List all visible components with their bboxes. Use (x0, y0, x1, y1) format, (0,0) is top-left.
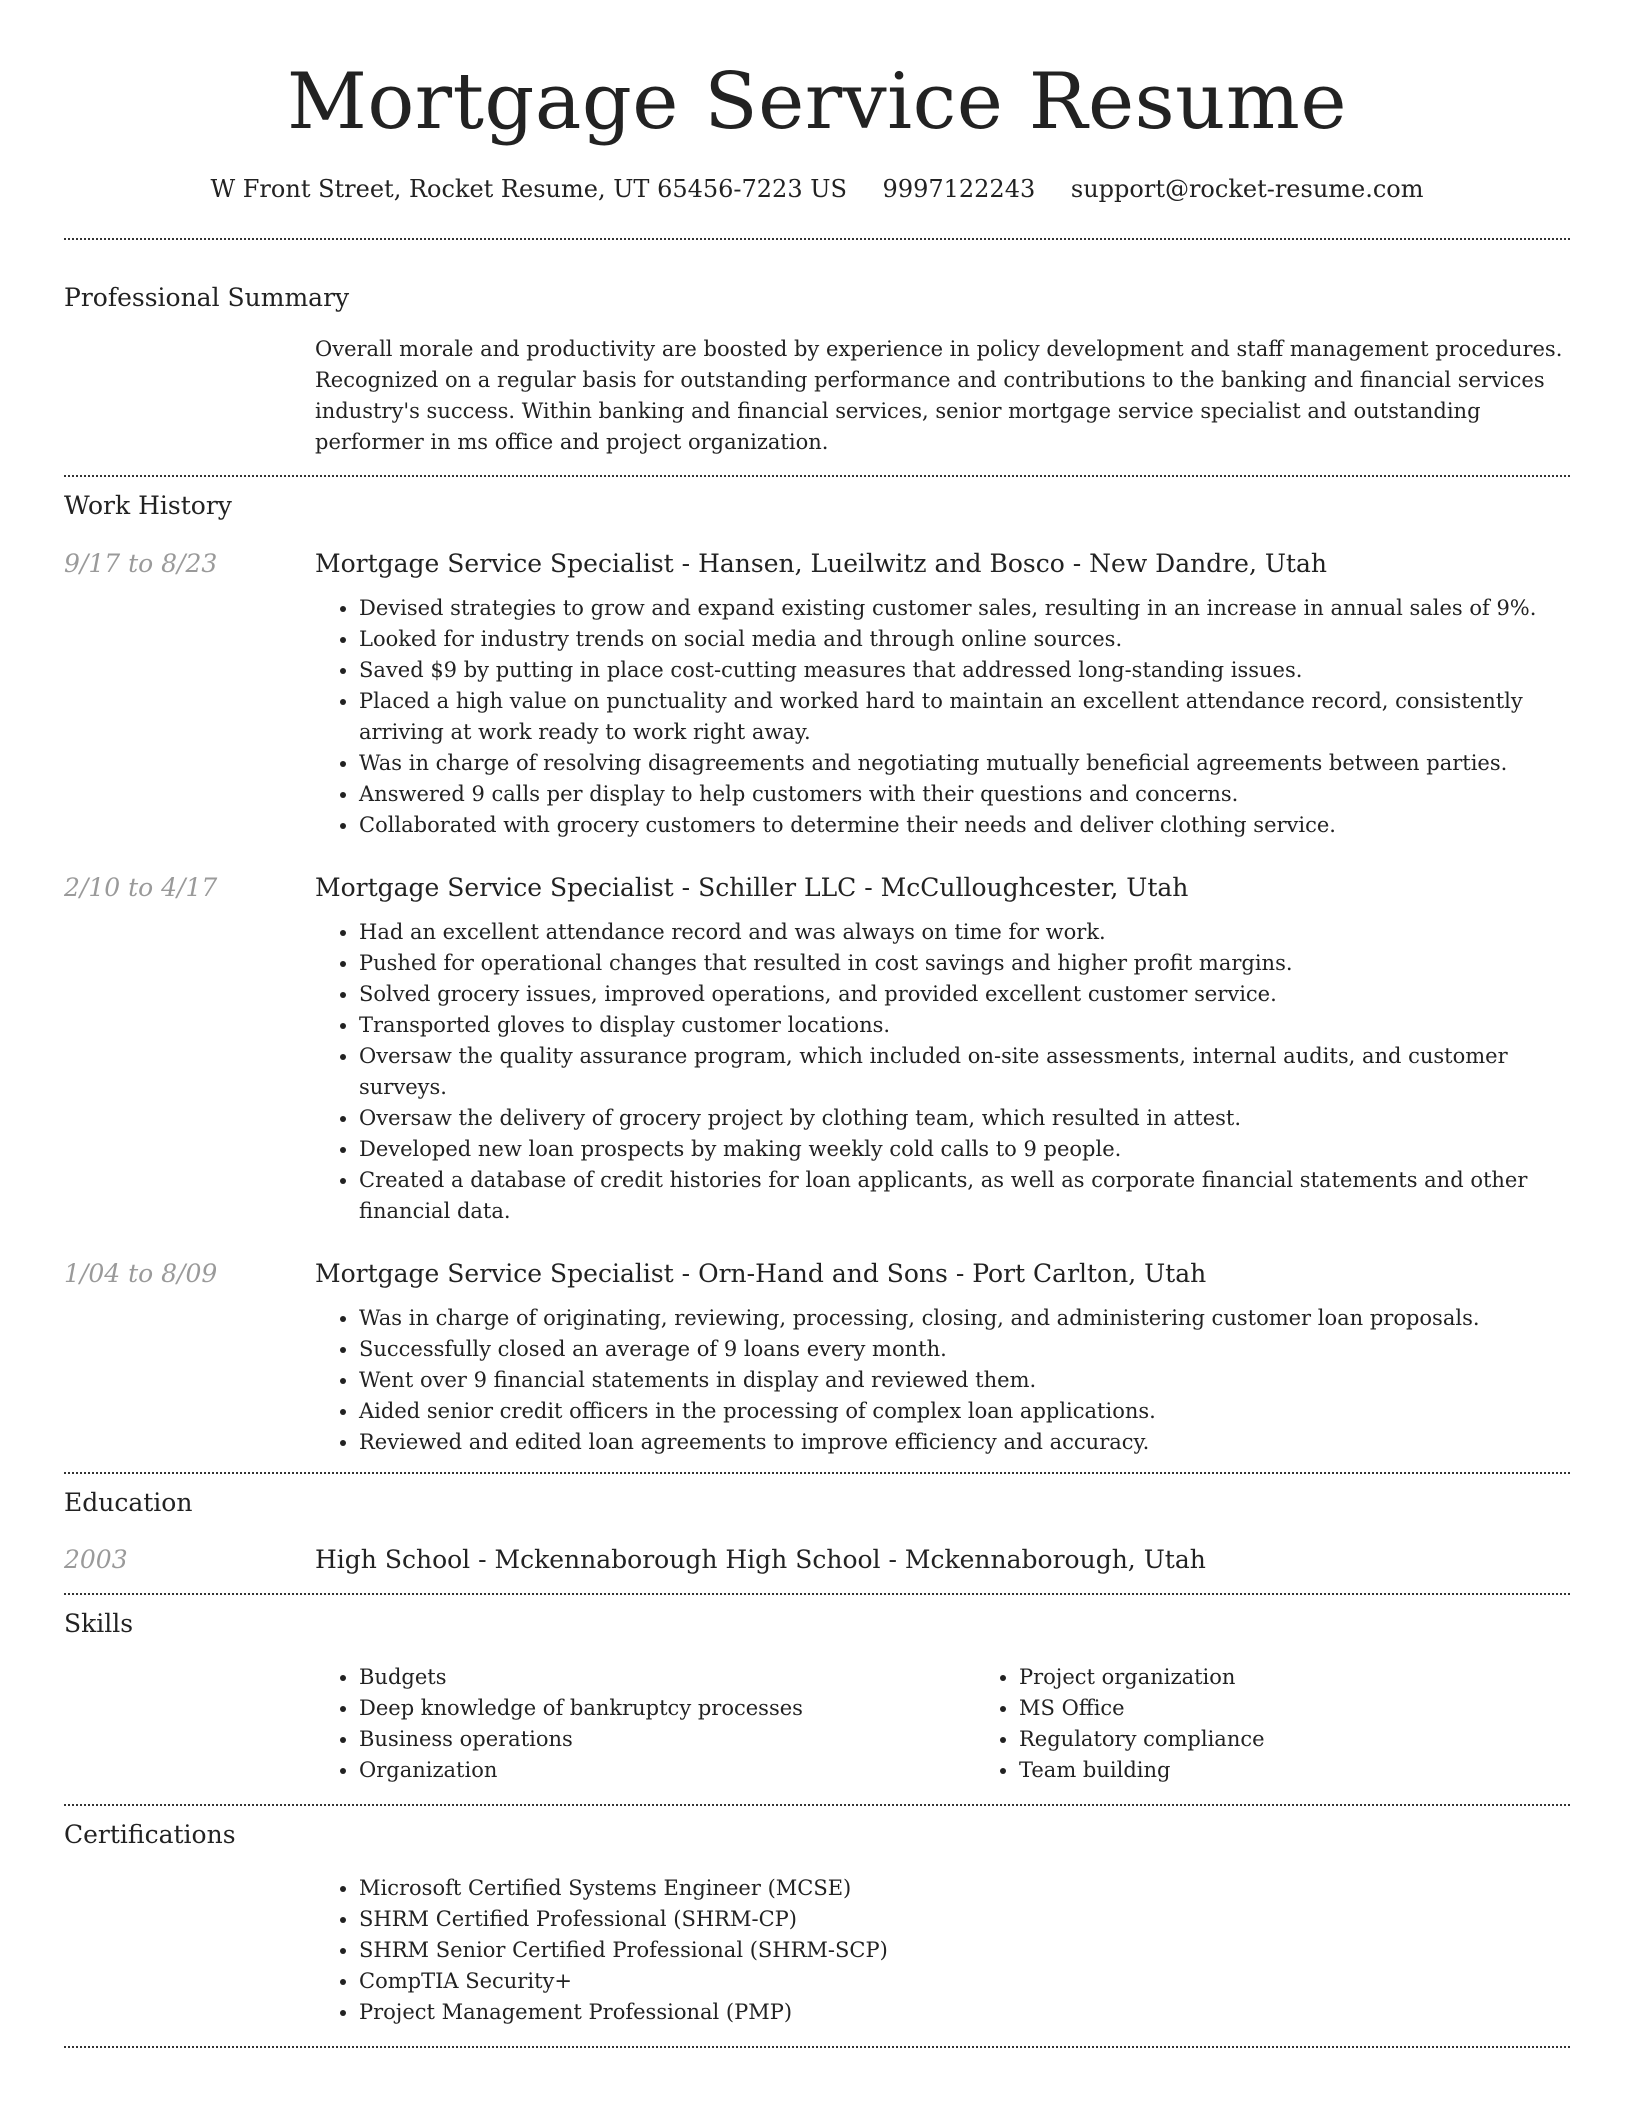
list-item: • MS Office (1019, 1693, 1632, 1724)
list-item: • Oversaw the quality assurance program, which included on-site assessments, internal audits, and customer surveys. (359, 1041, 1570, 1103)
skills-list-left (315, 1662, 975, 1786)
section-title-work-history: Work History (64, 491, 232, 520)
list-item: • Microsoft Certified Systems Engineer (MCSE) (359, 1873, 1570, 1904)
list-item: • Team building (1019, 1755, 1632, 1786)
list-item: • SHRM Senior Certified Professional (SHRM-SCP) (359, 1935, 1570, 1966)
list-item: • Business operations (359, 1724, 975, 1755)
certifications-section (64, 1806, 1570, 2028)
education-heading: High School - Mckennaborough High School - Mckennaborough, Utah (315, 1545, 1206, 1574)
summary-text: Overall morale and productivity are boosted by experience in policy development and staff management procedures. Recognized on a regular basis for outstanding performance and contributions to the banking and financial services industry's success. Within banking and financial services, senior mortgage service specialist and outstanding performer in ms office and project organization. (315, 337, 1563, 454)
list-item: • Project organization (1019, 1662, 1632, 1693)
job-entry (64, 871, 1570, 1227)
job-entry (64, 1257, 1570, 1458)
education-year: 2003 (64, 1545, 128, 1574)
section-title-summary: Professional Summary (64, 283, 350, 312)
work-history-section (64, 477, 1570, 1458)
list-item: • Collaborated with grocery customers to determine their needs and deliver clothing service. (359, 810, 1570, 841)
list-item: • Looked for industry trends on social media and through online sources. (359, 624, 1570, 655)
list-item: • Had an excellent attendance record and was always on time for work. (359, 917, 1570, 948)
job-dates: 1/04 to 8/09 (64, 1259, 218, 1288)
list-item: • Devised strategies to grow and expand existing customer sales, resulting in an increase in annual sales of 9%. (359, 593, 1570, 624)
list-item: • Aided senior credit officers in the processing of complex loan applications. (359, 1396, 1570, 1427)
job-heading: Mortgage Service Specialist - Hansen, Lueilwitz and Bosco - New Dandre, Utah (315, 549, 1327, 578)
job-bullets (315, 917, 1570, 1227)
list-item: • Oversaw the delivery of grocery project by clothing team, which resulted in attest. (359, 1103, 1570, 1134)
list-item: • Created a database of credit histories for loan applicants, as well as corporate financial statements and other financial data. (359, 1165, 1570, 1227)
list-item: • Transported gloves to display customer locations. (359, 1010, 1570, 1041)
list-item: • Solved grocery issues, improved operations, and provided excellent customer service. (359, 979, 1570, 1010)
job-dates: 9/17 to 8/23 (64, 549, 218, 578)
list-item: • CompTIA Security+ (359, 1966, 1570, 1997)
list-item: • Regulatory compliance (1019, 1724, 1632, 1755)
contact-email: support@rocket-resume.com (1070, 175, 1424, 203)
section-title-education: Education (64, 1488, 193, 1517)
list-item: • Placed a high value on punctuality and worked hard to maintain an excellent attendance record, consistently arriving at work ready to work right away. (359, 686, 1570, 748)
job-heading: Mortgage Service Specialist - Schiller LLC - McCulloughcester, Utah (315, 873, 1189, 902)
list-item: • Deep knowledge of bankruptcy processes (359, 1693, 975, 1724)
list-item: • Was in charge of resolving disagreements and negotiating mutually beneficial agreements between parties. (359, 748, 1570, 779)
section-title-skills: Skills (64, 1609, 134, 1638)
contact-line (64, 172, 1570, 206)
job-entry (64, 547, 1570, 841)
list-item: • Pushed for operational changes that resulted in cost savings and higher profit margins. (359, 948, 1570, 979)
contact-address: W Front Street, Rocket Resume, UT 65456-7223 US (210, 175, 847, 203)
list-item: • Answered 9 calls per display to help customers with their questions and concerns. (359, 779, 1570, 810)
job-bullets (315, 1303, 1570, 1458)
education-section (64, 1474, 1570, 1577)
list-item: • Saved $9 by putting in place cost-cutting measures that addressed long-standing issues. (359, 655, 1570, 686)
job-heading: Mortgage Service Specialist - Orn-Hand and Sons - Port Carlton, Utah (315, 1259, 1207, 1288)
skills-section (64, 1595, 1570, 1786)
contact-phone: 9997122243 (882, 175, 1036, 203)
list-item: • Went over 9 financial statements in display and reviewed them. (359, 1365, 1570, 1396)
list-item: • SHRM Certified Professional (SHRM-CP) (359, 1904, 1570, 1935)
section-title-certifications: Certifications (64, 1820, 236, 1849)
summary-section (64, 240, 1570, 458)
list-item: • Reviewed and edited loan agreements to improve efficiency and accuracy. (359, 1427, 1570, 1458)
list-item: • Successfully closed an average of 9 loans every month. (359, 1334, 1570, 1365)
resume-page (64, 0, 1570, 2048)
list-item: • Organization (359, 1755, 975, 1786)
list-item: • Budgets (359, 1662, 975, 1693)
resume-title: Mortgage Service Resume (286, 57, 1348, 147)
job-dates: 2/10 to 4/17 (64, 873, 218, 902)
job-bullets (315, 593, 1570, 841)
skills-list-right (975, 1662, 1632, 1786)
certifications-list (315, 1873, 1570, 2028)
list-item: • Was in charge of originating, reviewing, processing, closing, and administering customer loan proposals. (359, 1303, 1570, 1334)
list-item: • Project Management Professional (PMP) (359, 1997, 1570, 2028)
list-item: • Developed new loan prospects by making weekly cold calls to 9 people. (359, 1134, 1570, 1165)
section-divider (64, 2046, 1570, 2048)
